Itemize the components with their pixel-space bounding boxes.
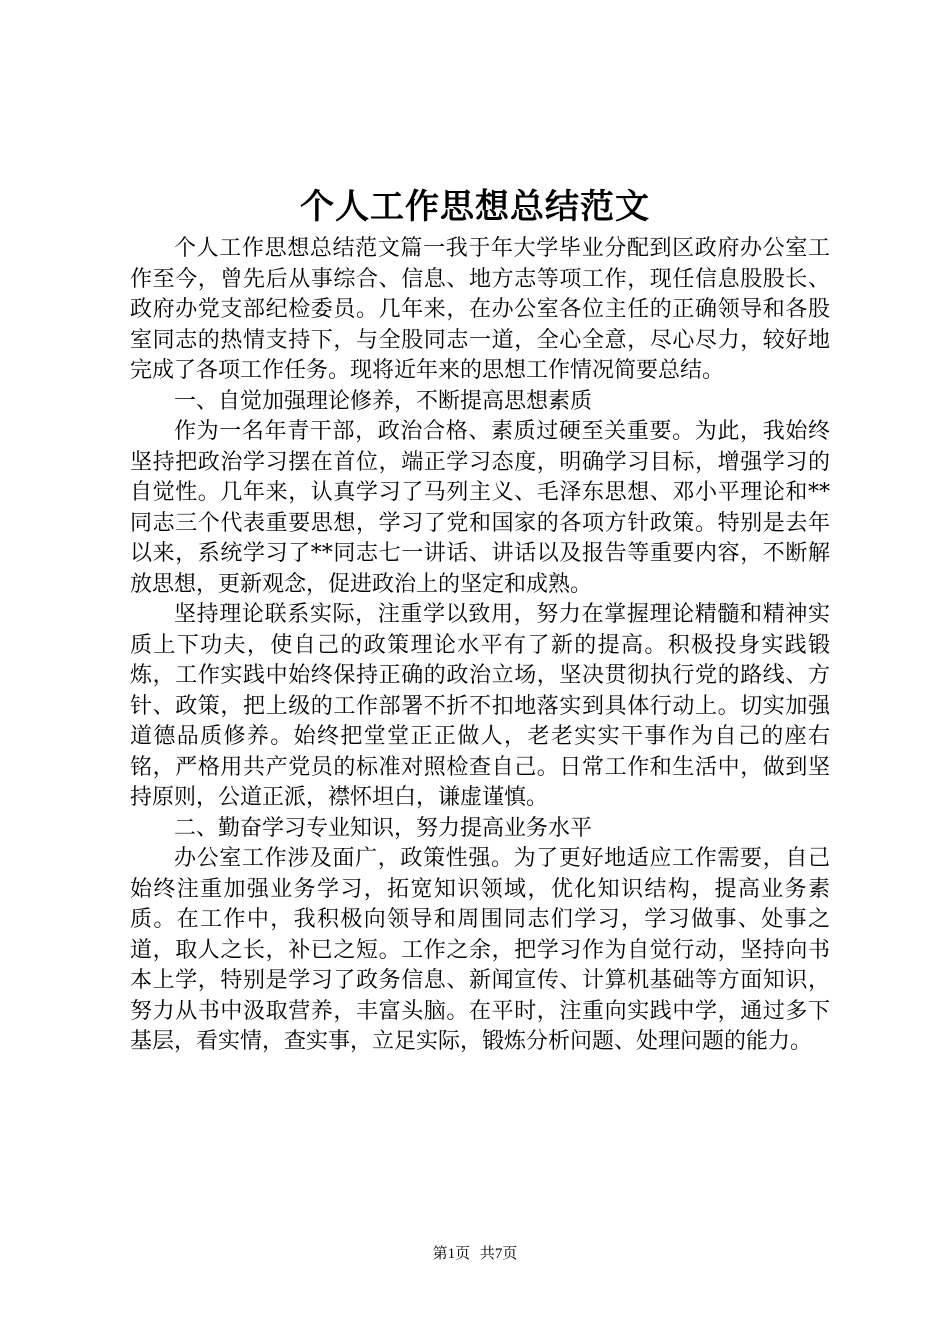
paragraph-practice: 坚持理论联系实际，注重学以致用，努力在掌握理论精髓和精神实质上下功夫，使自己的政策理论水平有了新的提高。积极投身实践锻炼，工作实践中始终保持正确的政治立场，坚决贯彻执行党的路线、方针、政策，把上级的工作部署不折不扣地落实到具体行动上。切实加强道德品质修养。始终把堂堂正正做人，老老实实干事作为自己的座右铭，严格用共产党员的标准对照检查自己。日常工作和生活中，做到坚持原则，公道正派，襟怀坦白，谦虚谨慎。 (130, 602, 830, 810)
page-footer (0, 1244, 950, 1264)
page-number: 第1页 (432, 1246, 471, 1262)
document-body (130, 234, 830, 1058)
section-heading-2: 二、勤奋学习专业知识，努力提高业务水平 (174, 815, 593, 841)
document-title: 个人工作思想总结范文 (300, 187, 650, 227)
page-total: 共7页 (479, 1246, 518, 1262)
section-heading-1: 一、自觉加强理论修养，不断提高思想素质 (174, 388, 593, 414)
paragraph-professional-study: 办公室工作涉及面广，政策性强。为了更好地适应工作需要，自己始终注重加强业务学习，拓宽知识领域，优化知识结构，提高业务素质。在工作中，我积极向领导和周围同志们学习，学习做事、处事之道，取人之长，补已之短。工作之余，把学习作为自觉行动，坚持向书本上学，特别是学习了政务信息、新闻宣传、计算机基础等方面知识，努力从书中汲取营养，丰富头脑。在平时，注重向实践中学，通过多下基层，看实情，查实事，立足实际，锻炼分析问题、处理问题的能力。 (130, 846, 830, 1054)
paragraph-theory-study: 作为一名年青干部，政治合格、素质过硬至关重要。为此，我始终坚持把政治学习摆在首位，端正学习态度，明确学习目标，增强学习的自觉性。几年来，认真学习了马列主义、毛泽东思想、邓小平理论和**同志三个代表重要思想，学习了党和国家的各项方针政策。特别是去年以来，系统学习了**同志七一讲话、讲话以及报告等重要内容，不断解放思想，更新观念，促进政治上的坚定和成熟。 (130, 419, 830, 597)
paragraph-intro: 个人工作思想总结范文篇一我于年大学毕业分配到区政府办公室工作至今，曾先后从事综合、信息、地方志等项工作，现任信息股股长、政府办党支部纪检委员。几年来，在办公室各位主任的正确领导和各股室同志的热情支持下，与全股同志一道，全心全意，尽心尽力，较好地完成了各项工作任务。现将近年来的思想工作情况简要总结。 (130, 236, 830, 383)
